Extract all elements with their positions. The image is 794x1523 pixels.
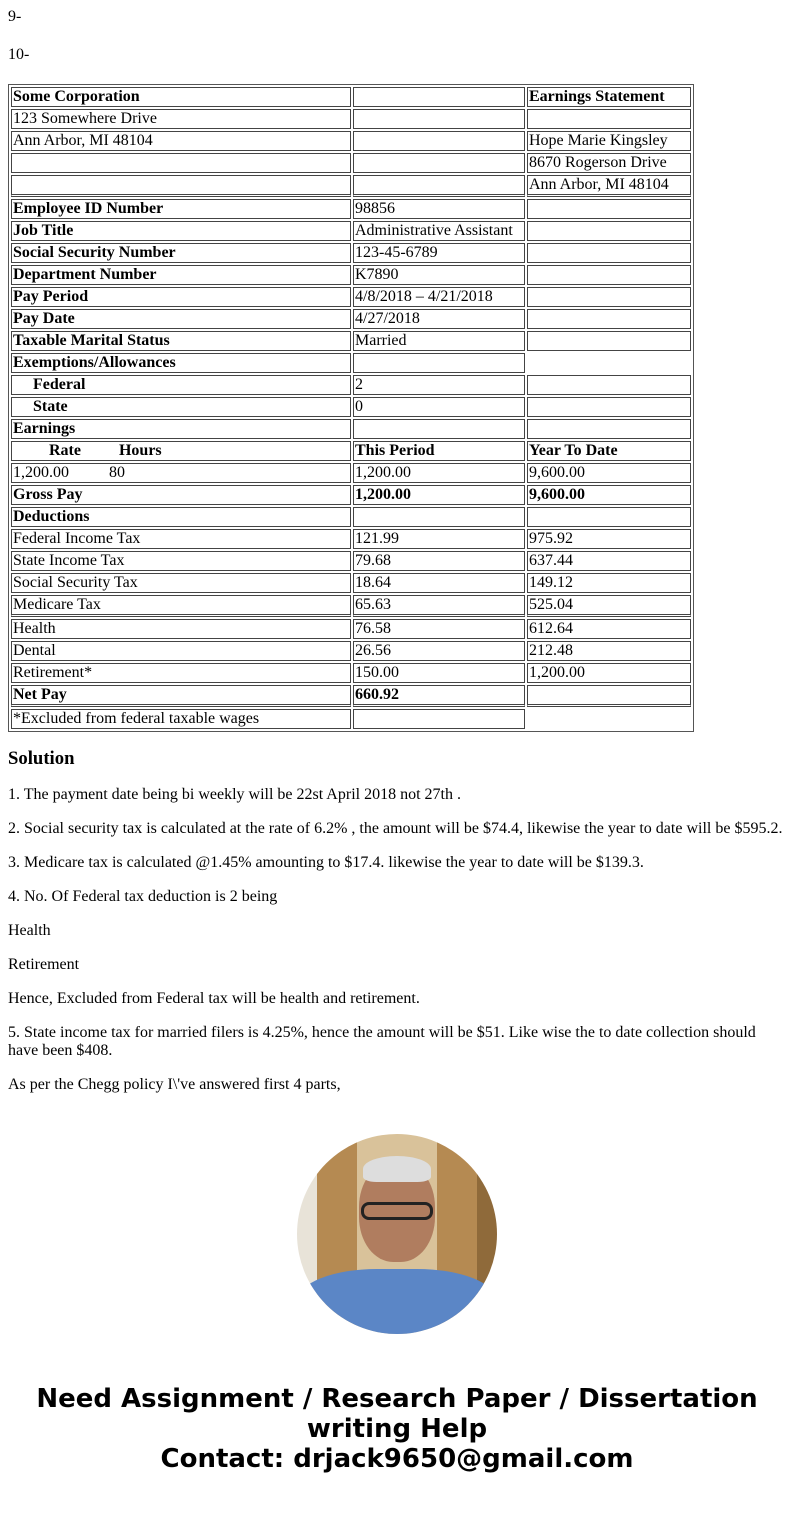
table-row (11, 551, 691, 571)
table-cell (11, 485, 351, 505)
solution-paragraph: 1. The payment date being bi weekly will be 22st April 2018 not 27th . (8, 786, 461, 803)
author-photo (297, 1134, 497, 1334)
cell-text: 1,200.00 (355, 486, 411, 503)
cell-text: Deductions (13, 508, 90, 525)
table-cell (527, 265, 691, 285)
cell-text: Hope Marie Kingsley (529, 132, 668, 149)
solution-paragraph: As per the Chegg policy I\'ve answered first 4 parts, (8, 1076, 341, 1093)
table-row (11, 109, 691, 129)
table-cell (11, 441, 351, 461)
table-cell (11, 507, 351, 527)
table-cell (527, 131, 691, 151)
cell-text: State (33, 398, 68, 415)
cell-text: 9,600.00 (529, 464, 585, 481)
cell-text: 1,200.00 (13, 464, 69, 481)
table-cell (527, 375, 691, 395)
table-cell (11, 573, 351, 593)
table-row (11, 485, 691, 505)
table-cell (527, 309, 691, 329)
table-cell (353, 199, 525, 219)
table-row (11, 507, 691, 527)
cell-text: Earnings Statement (529, 88, 665, 105)
table-cell (527, 551, 691, 571)
cell-text: 637.44 (529, 552, 573, 569)
cell-text: 9,600.00 (529, 486, 585, 503)
cell-text: Retirement* (13, 664, 93, 681)
table-cell (11, 551, 351, 571)
cell-text: 123 Somewhere Drive (13, 110, 157, 127)
table-row (11, 463, 691, 483)
table-cell (353, 87, 525, 107)
cell-text: 80 (109, 464, 125, 481)
table-cell (353, 331, 525, 351)
solution-paragraph: Retirement (8, 956, 80, 973)
table-cell (353, 175, 525, 197)
promo-line: Need Assignment / Research Paper / Dissertation writing Help (36, 1384, 758, 1444)
table-cell (527, 641, 691, 661)
table-cell (353, 221, 525, 241)
solution-paragraph: Health (8, 922, 51, 939)
table-cell (11, 397, 351, 417)
table-row (11, 573, 691, 593)
table-cell (353, 685, 525, 707)
cell-text: 76.58 (355, 620, 391, 637)
cell-text: *Excluded from federal taxable wages (13, 710, 260, 727)
table-row (11, 199, 691, 219)
table-row (11, 419, 691, 439)
table-cell (527, 419, 691, 439)
cell-text: K7890 (355, 266, 399, 283)
cell-text: 8670 Rogerson Drive (529, 154, 667, 171)
cell-text: 79.68 (355, 552, 391, 569)
table-cell (11, 243, 351, 263)
intro (8, 8, 786, 64)
table-cell (527, 485, 691, 505)
table-cell (353, 663, 525, 683)
table-row (11, 87, 691, 107)
cell-text: 98856 (355, 200, 395, 217)
cell-text: This Period (355, 442, 435, 459)
table-cell (11, 199, 351, 219)
table-cell (11, 709, 351, 729)
cell-text: Exemptions/Allowances (13, 354, 176, 371)
table-row (11, 529, 691, 549)
table-cell (11, 529, 351, 549)
table-cell (11, 663, 351, 683)
table-row (11, 175, 691, 197)
table-row (11, 353, 691, 373)
table-cell (353, 441, 525, 461)
cell-text: Medicare Tax (13, 596, 101, 613)
table-cell (527, 243, 691, 263)
table-cell (353, 397, 525, 417)
cell-text: Taxable Marital Status (13, 332, 170, 349)
table-cell (527, 87, 691, 107)
table-cell (527, 441, 691, 461)
cell-text: Department Number (13, 266, 157, 283)
cell-text: Federal Income Tax (13, 530, 141, 547)
table-cell (353, 131, 525, 151)
cell-text: Social Security Number (13, 244, 176, 261)
table-cell (527, 153, 691, 173)
table-row (11, 709, 691, 729)
table-row (11, 131, 691, 151)
table-cell (353, 287, 525, 307)
cell-text: 975.92 (529, 530, 573, 547)
table-cell (11, 109, 351, 129)
cell-text: Administrative Assistant (355, 222, 513, 239)
cell-text: Gross Pay (13, 486, 83, 503)
table-cell (353, 375, 525, 395)
table-row (11, 287, 691, 307)
table-row (11, 243, 691, 263)
table-row (11, 265, 691, 285)
table-cell (527, 221, 691, 241)
table-cell (353, 153, 525, 173)
table-cell (353, 265, 525, 285)
table-cell (353, 573, 525, 593)
cell-text: Year To Date (529, 442, 618, 459)
table-cell (353, 463, 525, 483)
cell-text: Pay Period (13, 288, 89, 305)
intro-line: 10- (8, 46, 30, 63)
table-cell (11, 331, 351, 351)
table-cell (353, 507, 525, 527)
table-cell (353, 109, 525, 129)
table-cell (11, 131, 351, 151)
table-cell (527, 507, 691, 527)
table-cell (11, 595, 351, 617)
table-cell (11, 221, 351, 241)
table-row (11, 309, 691, 329)
table-row (11, 685, 691, 707)
cell-text: State Income Tax (13, 552, 125, 569)
table-cell (11, 641, 351, 661)
solution-paragraph: 4. No. Of Federal tax deduction is 2 being (8, 888, 278, 905)
cell-text: Hours (118, 442, 162, 459)
table-cell (11, 685, 351, 707)
table-row (11, 397, 691, 417)
table-row (11, 375, 691, 395)
cell-text: Dental (13, 642, 56, 659)
table-cell (527, 331, 691, 351)
cell-text: 1,200.00 (355, 464, 411, 481)
intro-line: 9- (8, 8, 22, 25)
cell-text: 150.00 (355, 664, 399, 681)
table-row (11, 221, 691, 241)
cell-text: Federal (33, 376, 86, 393)
cell-text: Job Title (13, 222, 74, 239)
table-cell (353, 551, 525, 571)
cell-text: Rate (49, 442, 81, 459)
table-row (11, 619, 691, 639)
table-cell (527, 685, 691, 707)
table-cell (353, 595, 525, 617)
table-cell (11, 87, 351, 107)
table-cell (11, 375, 351, 395)
table-cell (11, 153, 351, 173)
table-cell (353, 309, 525, 329)
cell-text: 525.04 (529, 596, 573, 613)
table-cell (353, 243, 525, 263)
cell-text: 2 (355, 376, 363, 393)
solution-body (8, 786, 786, 1094)
table-cell (11, 419, 351, 439)
cell-text: 65.63 (355, 596, 391, 613)
earnings-statement-table (8, 84, 694, 732)
table-cell (11, 619, 351, 639)
cell-text: Pay Date (13, 310, 75, 327)
table-cell (11, 309, 351, 329)
solution-paragraph: 5. State income tax for married filers is 4.25%, hence the amount will be $51. Like wise the to date collection should have been $408. (8, 1024, 756, 1059)
table-row (11, 641, 691, 661)
cell-text: 612.64 (529, 620, 573, 637)
table-cell (11, 353, 351, 373)
table-cell (11, 463, 351, 483)
table-cell (527, 109, 691, 129)
table-cell (353, 485, 525, 505)
cell-text: Health (13, 620, 56, 637)
table-cell (353, 419, 525, 439)
cell-text: 26.56 (355, 642, 391, 659)
cell-text: 0 (355, 398, 363, 415)
cell-text: Net Pay (13, 686, 67, 703)
table-cell (353, 641, 525, 661)
table-cell (527, 175, 691, 197)
table-row (11, 153, 691, 173)
cell-text: Ann Arbor, MI 48104 (529, 176, 669, 193)
cell-text: 4/27/2018 (355, 310, 420, 327)
cell-text: 149.12 (529, 574, 573, 591)
table-row (11, 441, 691, 461)
cell-text: 660.92 (355, 686, 399, 703)
table-cell (353, 353, 525, 373)
table-cell (527, 619, 691, 639)
cell-text: 1,200.00 (529, 664, 585, 681)
table-cell (11, 175, 351, 197)
table-cell (11, 287, 351, 307)
cell-text: Employee ID Number (13, 200, 164, 217)
cell-text: 212.48 (529, 642, 573, 659)
table-row (11, 663, 691, 683)
solution-paragraph: 3. Medicare tax is calculated @1.45% amounting to $17.4. likewise the year to date will be $139.3. (8, 854, 644, 871)
cell-text: Ann Arbor, MI 48104 (13, 132, 153, 149)
table-cell (11, 265, 351, 285)
table-cell (527, 595, 691, 617)
promo-banner (8, 1384, 786, 1474)
promo-contact: Contact: drjack9650@gmail.com (160, 1444, 634, 1474)
table-cell (527, 287, 691, 307)
table-cell (527, 573, 691, 593)
cell-text: Married (355, 332, 407, 349)
solution-title: Solution (8, 748, 75, 769)
cell-text: Some Corporation (13, 88, 140, 105)
table-cell (527, 199, 691, 219)
cell-text: 18.64 (355, 574, 391, 591)
table-row (11, 595, 691, 617)
cell-text: Earnings (13, 420, 76, 437)
cell-text: 123-45-6789 (355, 244, 438, 261)
cell-text: 4/8/2018 – 4/21/2018 (355, 288, 493, 305)
solution-paragraph: 2. Social security tax is calculated at the rate of 6.2% , the amount will be $74.4, likewise the year to date will be $595.2. (8, 820, 783, 837)
table-cell (353, 619, 525, 639)
solution-paragraph: Hence, Excluded from Federal tax will be health and retirement. (8, 990, 420, 1007)
table-cell (527, 663, 691, 683)
table-cell (527, 463, 691, 483)
table-cell (527, 397, 691, 417)
cell-text: 121.99 (355, 530, 399, 547)
cell-text: Social Security Tax (13, 574, 138, 591)
table-cell (353, 529, 525, 549)
table-row (11, 331, 691, 351)
table-cell (527, 529, 691, 549)
table-cell (353, 709, 525, 729)
